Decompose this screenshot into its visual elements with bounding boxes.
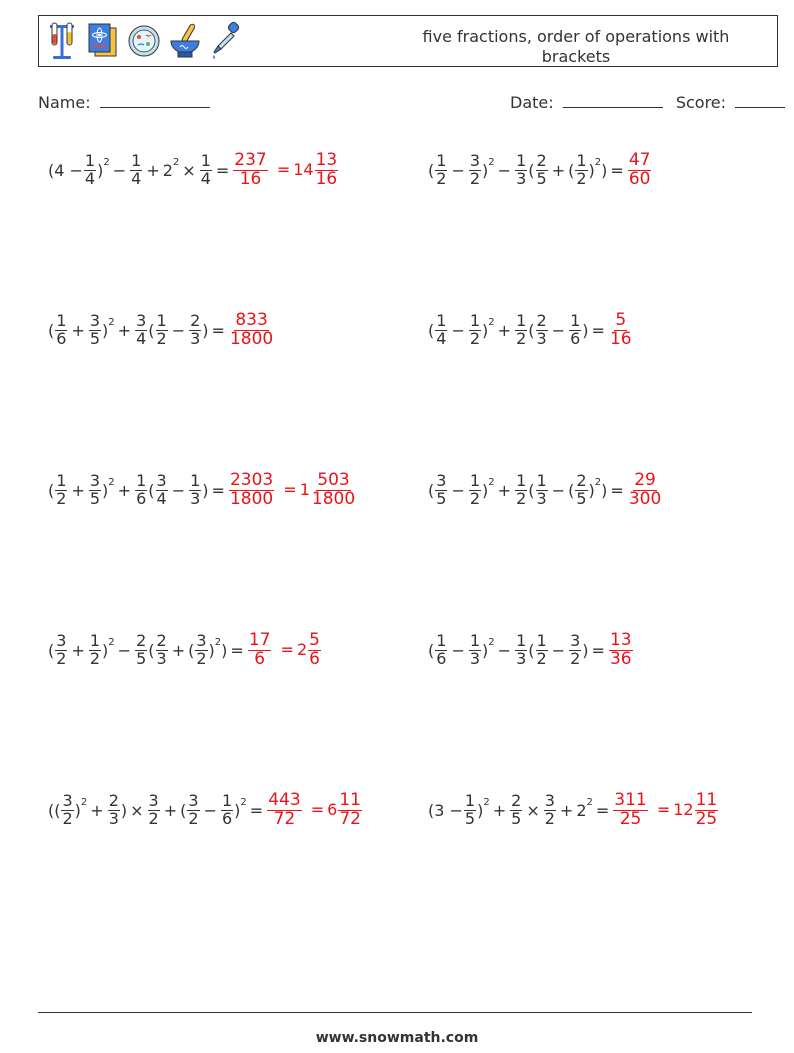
score-label: Score: [675, 93, 727, 112]
problem-10: (3 − $\frac{1}{5}$ )$^2$ + $\frac{2}{5}$ × $\frac{3}{2}$ + $2^2$ = $\frac{311}{25}$ = 12 $\frac{11}{25}$ [428, 789, 718, 829]
problem-9-answer: $\frac{443}{72}$ = 6 $\frac{11}{72}$ [268, 789, 361, 829]
date-score-field [510, 93, 785, 112]
problem-9: (( $\frac{3}{2}$ )$^2$ + $\frac{2}{3}$ ) × $\frac{3}{2}$ + ( $\frac{3}{2}$ − $\frac{1}{6}$ )$^2$ = $\frac{443}{72}$ = 6 $\frac{11}{72}$ [48, 789, 361, 829]
header-icons [45, 21, 243, 61]
mortar-pestle-icon [168, 21, 202, 61]
problem-10-answer: $\frac{311}{25}$ = 12 $\frac{11}{25}$ [614, 789, 718, 829]
problem-3-answer: $\frac{833}{1800}$ [229, 309, 274, 349]
problem-7: ( $\frac{3}{2}$ + $\frac{1}{2}$ )$^2$ − $\frac{2}{5}$ ( $\frac{2}{3}$ + ( $\frac{3}{2}$ )$^2$) = $\frac{17}{6}$ = 2 $\frac{5}{6}$ [48, 629, 320, 669]
problem-1: (4 − $\frac{1}{4}$ )$^2$ − $\frac{1}{4}$ + $2^2$ × $\frac{1}{4}$ = $\frac{237}{16}$ = 14 $\frac{13}{16}$ [48, 149, 338, 189]
problem-7-answer: $\frac{17}{6}$ = 2 $\frac{5}{6}$ [248, 629, 320, 669]
problem-6: ( $\frac{3}{5}$ − $\frac{1}{2}$ )$^2$ + $\frac{1}{2}$ ( $\frac{1}{3}$ − ( $\frac{2}{5}$ )$^2$) = $\frac{29}{300}$ [428, 469, 662, 509]
date-blank[interactable] [563, 93, 663, 108]
problem-3: ( $\frac{1}{6}$ + $\frac{3}{5}$ )$^2$ + $\frac{3}{4}$ ( $\frac{1}{2}$ − $\frac{2}{3}$ ) = $\frac{833}{1800}$ [48, 309, 274, 349]
problem-2: ( $\frac{1}{2}$ − $\frac{3}{2}$ )$^2$ − $\frac{1}{3}$ ( $\frac{2}{5}$ + ( $\frac{1}{2}$ )$^2$) = $\frac{47}{60}$ [428, 149, 651, 189]
problem-5-answer: $\frac{2303}{1800}$ = 1 $\frac{503}{1800}$ [229, 469, 356, 509]
test-tubes-icon [45, 21, 79, 61]
worksheet-header [38, 15, 778, 67]
problem-8: ( $\frac{1}{6}$ − $\frac{1}{3}$ )$^2$ − $\frac{1}{3}$ ( $\frac{1}{2}$ − $\frac{3}{2}$ ) = $\frac{13}{36}$ [428, 629, 632, 669]
footer-divider [38, 1012, 752, 1013]
score-blank[interactable] [735, 93, 785, 108]
date-label: Date: [510, 93, 554, 112]
name-field [38, 93, 210, 112]
worksheet-title: five fractions, order of operations with brackets [422, 27, 730, 66]
problem-6-answer: $\frac{29}{300}$ [628, 469, 662, 509]
science-book-icon [86, 21, 120, 61]
problem-2-answer: $\frac{47}{60}$ [628, 149, 651, 189]
problem-5: ( $\frac{1}{2}$ + $\frac{3}{5}$ )$^2$ + $\frac{1}{6}$ ( $\frac{3}{4}$ − $\frac{1}{3}$ ) = $\frac{2303}{1800}$ = 1 $\frac{503}{1800}$ [48, 469, 356, 509]
name-blank[interactable] [100, 93, 210, 108]
problem-8-answer: $\frac{13}{36}$ [609, 629, 632, 669]
problem-1-answer: $\frac{237}{16}$ = 14 $\frac{13}{16}$ [234, 149, 338, 189]
name-label: Name: [38, 93, 91, 112]
problem-4: ( $\frac{1}{4}$ − $\frac{1}{2}$ )$^2$ + $\frac{1}{2}$ ( $\frac{2}{3}$ − $\frac{1}{6}$ ) = $\frac{5}{16}$ [428, 309, 632, 349]
footer-url[interactable]: www.snowmath.com [315, 1030, 479, 1046]
petri-dish-icon [127, 21, 161, 61]
problem-4-answer: $\frac{5}{16}$ [609, 309, 632, 349]
pipette-icon [209, 21, 243, 61]
